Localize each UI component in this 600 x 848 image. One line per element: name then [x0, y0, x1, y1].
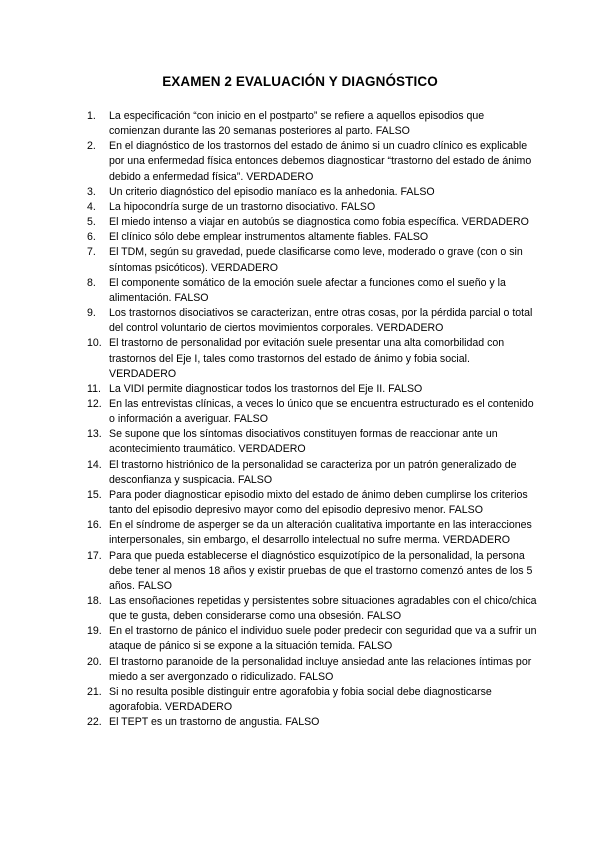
question-item	[87, 336, 537, 381]
question-number: 19.	[87, 625, 102, 638]
question-number: 11.	[87, 382, 101, 395]
question-item	[87, 382, 537, 397]
question-number: 22.	[87, 716, 102, 729]
question-number: 15.	[87, 488, 102, 501]
question-number: 9.	[87, 307, 96, 320]
question-item	[87, 215, 537, 230]
question-number: 12.	[87, 397, 102, 410]
question-text: El miedo intenso a viajar en autobús se diagnostica como fobia específica. VERDADERO	[109, 216, 529, 229]
question-text: Si no resulta posible distinguir entre agorafobia y fobia social debe diagnosticarse agorafobia. VERDADERO	[109, 685, 492, 714]
question-number: 7.	[87, 246, 96, 259]
question-number: 13.	[87, 428, 102, 441]
question-number: 16.	[87, 519, 102, 532]
question-text: En el trastorno de pánico el individuo suele poder predecir con seguridad que va a sufrir un ataque de pánico si se expone a la situación temida. FALSO	[109, 625, 537, 653]
question-text: Las ensoñaciones repetidas y persistentes sobre situaciones agradables con el chico/chica que te gusta, deben considerarse como una obsesión. FALSO	[109, 595, 537, 623]
question-item	[87, 276, 537, 306]
question-text: El TEPT es un trastorno de angustia. FALSO	[109, 716, 320, 729]
question-text: El TDM, según su gravedad, puede clasificarse como leve, moderado o grave (con o sin síntomas psicóticos). VERDADERO	[109, 246, 523, 274]
question-text: Para poder diagnosticar episodio mixto del estado de ánimo deben cumplirse los criterios tanto del episodio depresivo mayor como del episodio depresivo menor. FALSO	[109, 488, 528, 517]
question-text: Un criterio diagnóstico del episodio maníaco es la anhedonia. FALSO	[109, 185, 435, 198]
question-number: 20.	[87, 655, 102, 668]
question-item	[87, 185, 537, 200]
question-item	[87, 488, 537, 518]
question-text: La hipocondría surge de un trastorno disociativo. FALSO	[109, 200, 376, 213]
question-list	[87, 109, 537, 730]
question-text: En las entrevistas clínicas, a veces lo único que se encuentra estructurado es el contenido o información a averiguar. FALSO	[109, 397, 534, 426]
question-text: En el diagnóstico de los trastornos del estado de ánimo si un cuadro clínico es explicable por una enfermedad física entonces debemos diagnosticar “trastorno del estado de ánimo debido a enfermedad física”. VERDADERO	[109, 140, 532, 183]
question-number: 10.	[87, 337, 102, 350]
question-number: 1.	[87, 110, 96, 122]
question-number: 6.	[87, 231, 96, 244]
question-item	[87, 549, 537, 594]
question-text: La especificación “con inicio en el postparto” se refiere a aquellos episodios que comienzan durante las 20 semanas posteriores al parto. FALSO	[109, 110, 485, 138]
question-text: Para que pueda establecerse el diagnóstico esquizotípico de la personalidad, la persona debe tener al menos 18 años y existir pruebas de que el trastorno comenzó antes de los 5 años. FALSO	[109, 549, 533, 592]
question-item	[87, 139, 537, 184]
question-number: 3.	[87, 185, 96, 198]
question-item	[87, 109, 537, 139]
question-item	[87, 655, 537, 685]
question-number: 17.	[87, 549, 102, 562]
question-item	[87, 715, 537, 730]
question-item	[87, 427, 537, 457]
question-text: El componente somático de la emoción suele afectar a funciones como el sueño y la alimentación. FALSO	[109, 276, 506, 304]
page-title: EXAMEN 2 EVALUACIÓN Y DIAGNÓSTICO	[162, 74, 438, 89]
question-item	[87, 200, 537, 215]
question-item	[87, 306, 537, 336]
question-text: En el síndrome de asperger se da un alteración cualitativa importante en las interacciones interpersonales, sin embargo, el desarrollo intelectual no sufre merma. VERDADERO	[109, 519, 532, 547]
question-text: El trastorno de personalidad por evitación suele presentar una alta comorbilidad con trastornos del Eje I, tales como trastornos del estado de ánimo y fobia social. VERDADERO	[109, 337, 505, 380]
question-item	[87, 245, 537, 275]
question-text: Se supone que los síntomas disociativos constituyen formas de reaccionar ante un acontecimiento traumático. VERDADERO	[109, 428, 498, 456]
question-item	[87, 230, 537, 245]
question-item	[87, 397, 537, 427]
question-item	[87, 624, 537, 654]
question-number: 18.	[87, 595, 102, 607]
question-number: 21.	[87, 685, 102, 698]
question-item	[87, 458, 537, 488]
question-text: El trastorno histriónico de la personalidad se caracteriza por un patrón generalizado de desconfianza y suspicacia. FALSO	[109, 458, 517, 486]
question-text: El clínico sólo debe emplear instrumentos altamente fiables. FALSO	[109, 231, 429, 244]
question-text: La VIDI permite diagnosticar todos los trastornos del Eje II. FALSO	[109, 382, 423, 395]
question-text: Los trastornos disociativos se caracterizan, entre otras cosas, por la pérdida parcial o total del control voluntario de ciertos movimientos corporales. VERDADERO	[109, 307, 533, 335]
question-number: 8.	[87, 276, 96, 289]
question-item	[87, 518, 537, 548]
question-text: El trastorno paranoide de la personalidad incluye ansiedad ante las relaciones íntimas por miedo a ser avergonzado o ridiculizado. FALSO	[109, 655, 532, 683]
question-item	[87, 594, 537, 624]
question-item	[87, 685, 537, 715]
question-number: 5.	[87, 216, 96, 229]
question-number: 14.	[87, 458, 102, 471]
question-number: 4.	[87, 200, 96, 213]
question-number: 2.	[87, 140, 96, 153]
